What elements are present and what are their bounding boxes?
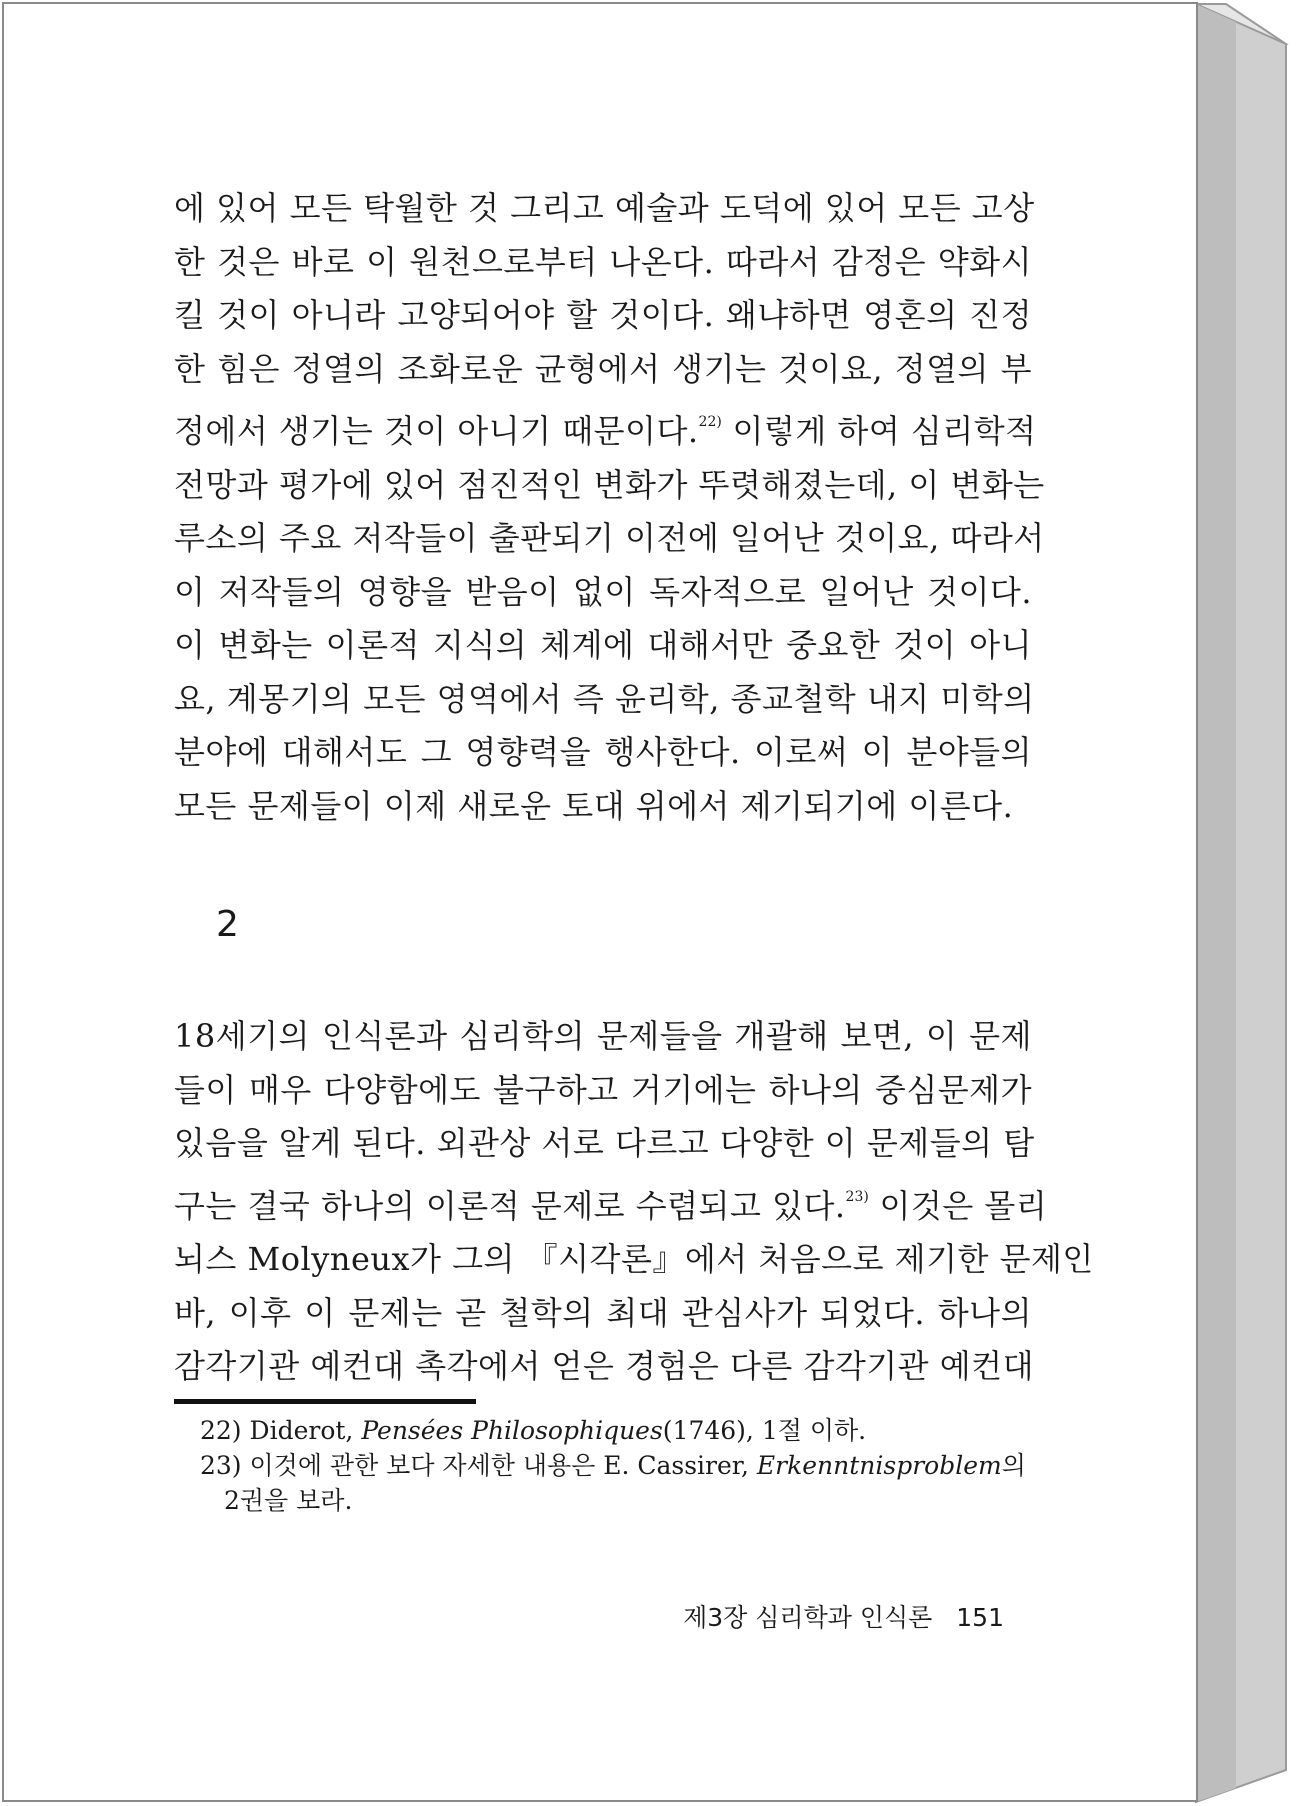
text-line: 킬 것이 아니라 고양되어야 할 것이다. 왜냐하면 영혼의 진정 — [174, 296, 1032, 334]
text-line: 전망과 평가에 있어 점진적인 변화가 뚜렷해졌는데, 이 변화는 — [174, 465, 1045, 504]
footnote-23 — [200, 1448, 1032, 1483]
book-edge-shade — [1196, 4, 1236, 1802]
footnote-title: Erkenntnisproblem — [756, 1451, 1002, 1480]
text-line: 모든 문제들이 이제 새로운 토대 위에서 제기되기에 이른다. — [174, 786, 1014, 825]
footnote-title: Pensées Philosophiques — [361, 1416, 663, 1445]
text-line — [174, 396, 1037, 459]
text-segment: 이것은 몰리 — [879, 1186, 1048, 1225]
footnote-divider — [174, 1399, 476, 1404]
page-number: 151 — [956, 1603, 1004, 1632]
text-line: 요, 계몽기의 모든 영역에서 즉 윤리학, 종교철학 내지 미학의 — [174, 679, 1035, 718]
footnote-22 — [200, 1413, 1032, 1448]
text-line: 분야에 대해서도 그 영향력을 행사한다. 이로써 이 분야들의 — [174, 733, 1032, 771]
text-line: 있음을 알게 된다. 외관상 서로 다르고 다양한 이 문제들의 탐 — [174, 1124, 1035, 1162]
text-segment: 구는 결국 하나의 이론적 문제로 수렴되고 있다. — [174, 1186, 846, 1225]
footnote-text: 의 — [1001, 1451, 1026, 1480]
footnote-ref-23[interactable]: 23) — [845, 1188, 869, 1205]
text-line: 이 변화는 이론적 지식의 체계에 대해서만 중요한 것이 아니 — [174, 626, 1032, 664]
section-number: 2 — [216, 904, 239, 945]
footnote-ref-22[interactable]: 22) — [698, 414, 722, 430]
text-line: 에 있어 모든 탁월한 것 그리고 예술과 도덕에 있어 모든 고상 — [174, 189, 1035, 227]
text-segment: 이렇게 하여 심리학적 — [732, 412, 1037, 450]
paragraph-2 — [174, 1010, 1094, 1394]
text-line: 루소의 주요 저작들이 출판되기 이전에 일어난 것이요, 따라서 — [174, 519, 1045, 557]
text-line: 한 것은 바로 이 원천으로부터 나온다. 따라서 감정은 약화시 — [174, 242, 1032, 281]
text-line: 이 저작들의 영향을 받음이 없이 독자적으로 일어난 것이다. — [174, 572, 1032, 611]
text-line: 18세기의 인식론과 심리학의 문제들을 개괄해 보면, 이 문제 — [174, 1017, 1032, 1055]
text-line: 들이 매우 다양함에도 불구하고 거기에는 하나의 중심문제가 — [174, 1070, 1032, 1109]
footnote-author: Diderot, — [249, 1416, 354, 1445]
text-segment: 정에서 생기는 것이 아니기 때문이다. — [174, 412, 699, 450]
footnote-23-continuation: 2권을 보라. — [224, 1486, 353, 1515]
text-line — [174, 1171, 1048, 1234]
chapter-title: 제3장 심리학과 인식론 — [683, 1603, 933, 1632]
text-line: 바, 이후 이 문제는 곧 철학의 최대 관심사가 되었다. 하나의 — [174, 1293, 1032, 1332]
footnote-number: 22) — [200, 1416, 242, 1445]
footnote-text: 이것에 관한 보다 자세한 내용은 E. Cassirer, — [249, 1451, 749, 1480]
paragraph-1 — [174, 182, 1045, 833]
text-line: 감각기관 예컨대 촉각에서 얻은 경험은 다른 감각기관 예컨대 — [174, 1347, 1035, 1385]
footnote-number: 23) — [200, 1451, 242, 1480]
text-line: 한 힘은 정열의 조화로운 균형에서 생기는 것이요, 정열의 부 — [174, 349, 1032, 388]
footnote-detail: (1746), 1절 이하. — [662, 1416, 867, 1445]
text-line: 뇌스 Molyneux가 그의 『시각론』에서 처음으로 제기한 문제인 — [174, 1240, 1094, 1278]
footnotes — [200, 1413, 1032, 1518]
running-footer — [683, 1598, 1004, 1634]
